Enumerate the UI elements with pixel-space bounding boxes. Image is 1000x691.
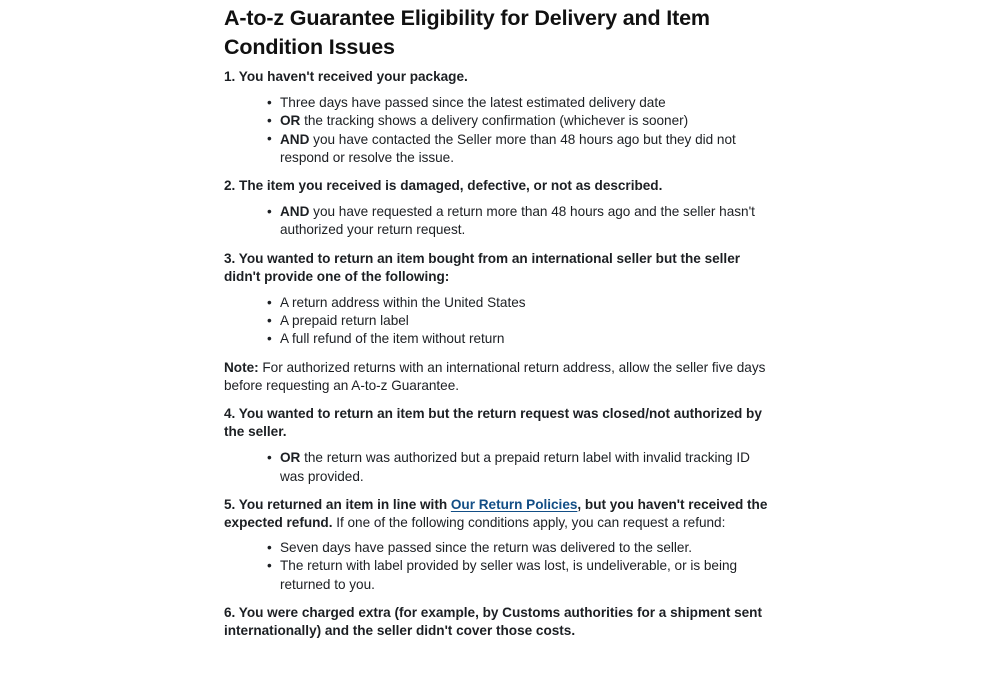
note-label: Note:: [224, 359, 259, 375]
our-return-policies-link[interactable]: Our Return Policies: [450, 496, 578, 512]
document-content: [224, 4, 772, 641]
section-4-heading: 4. You wanted to return an item but the return request was closed/not authorized by the seller.: [224, 406, 762, 440]
list-item: [268, 112, 772, 130]
section-4-bullet-list: [224, 449, 772, 485]
bullet-text: A return address within the United States: [280, 295, 526, 311]
bullet-text: the tracking shows a delivery confirmation (whichever is sooner): [300, 113, 689, 129]
list-item: [268, 203, 772, 239]
bullet-text: A full refund of the item without return: [280, 331, 505, 347]
section-3-heading: 3. You wanted to return an item bought from an international seller but the seller didn't provide one of the following:: [224, 250, 740, 284]
section-5-heading-part1: 5. You returned an item in line with: [224, 496, 451, 512]
list-item: [268, 312, 772, 330]
list-item: [268, 449, 772, 485]
list-item: [268, 539, 772, 557]
section-2-bullet-list: [224, 203, 772, 239]
list-item: [268, 557, 772, 593]
bullet-text: the return was authorized but a prepaid return label with invalid tracking ID was provided.: [280, 450, 750, 484]
bullet-lead: AND: [280, 204, 310, 220]
section-1-heading: 1. You haven't received your package.: [224, 69, 468, 84]
bullet-text: you have requested a return more than 48 hours ago and the seller hasn't authorized your return request.: [280, 204, 755, 238]
page-title: A-to-z Guarantee Eligibility for Delivery and Item Condition Issues: [224, 6, 710, 59]
bullet-lead: AND: [280, 131, 310, 147]
list-item: [268, 294, 772, 312]
section-2-heading: 2. The item you received is damaged, defective, or not as described.: [224, 178, 663, 194]
bullet-lead: OR: [280, 113, 301, 129]
section-5-heading-tail: If one of the following conditions apply, you can request a refund:: [332, 515, 726, 531]
section-5-heading-part2: , but you haven't received the expected refund.: [224, 496, 768, 531]
section-6-heading: 6. You were charged extra (for example, by Customs authorities for a shipment sent internationally) and the seller didn't cover those costs.: [224, 604, 762, 639]
list-item: [268, 94, 772, 112]
section-3-bullet-list: [224, 294, 772, 349]
bullet-text: Three days have passed since the latest estimated delivery date: [280, 95, 666, 111]
section-1-bullet-list: [224, 94, 772, 167]
section-5-bullet-list: [224, 539, 772, 594]
bullet-text: The return with label provided by seller was lost, is undeliverable, or is being returned to you.: [280, 558, 738, 592]
section-5-heading: [224, 496, 772, 532]
section-3-note: [224, 359, 772, 395]
list-item: [268, 330, 772, 348]
bullet-lead: OR: [280, 450, 301, 466]
bullet-text: Seven days have passed since the return was delivered to the seller.: [280, 540, 692, 556]
bullet-text: you have contacted the Seller more than 48 hours ago but they did not respond or resolve the issue.: [280, 131, 736, 165]
list-item: [268, 131, 772, 167]
bullet-text: A prepaid return label: [280, 313, 409, 329]
note-text: For authorized returns with an international return address, allow the seller five days before requesting an A-to-z Guarantee.: [224, 359, 766, 393]
